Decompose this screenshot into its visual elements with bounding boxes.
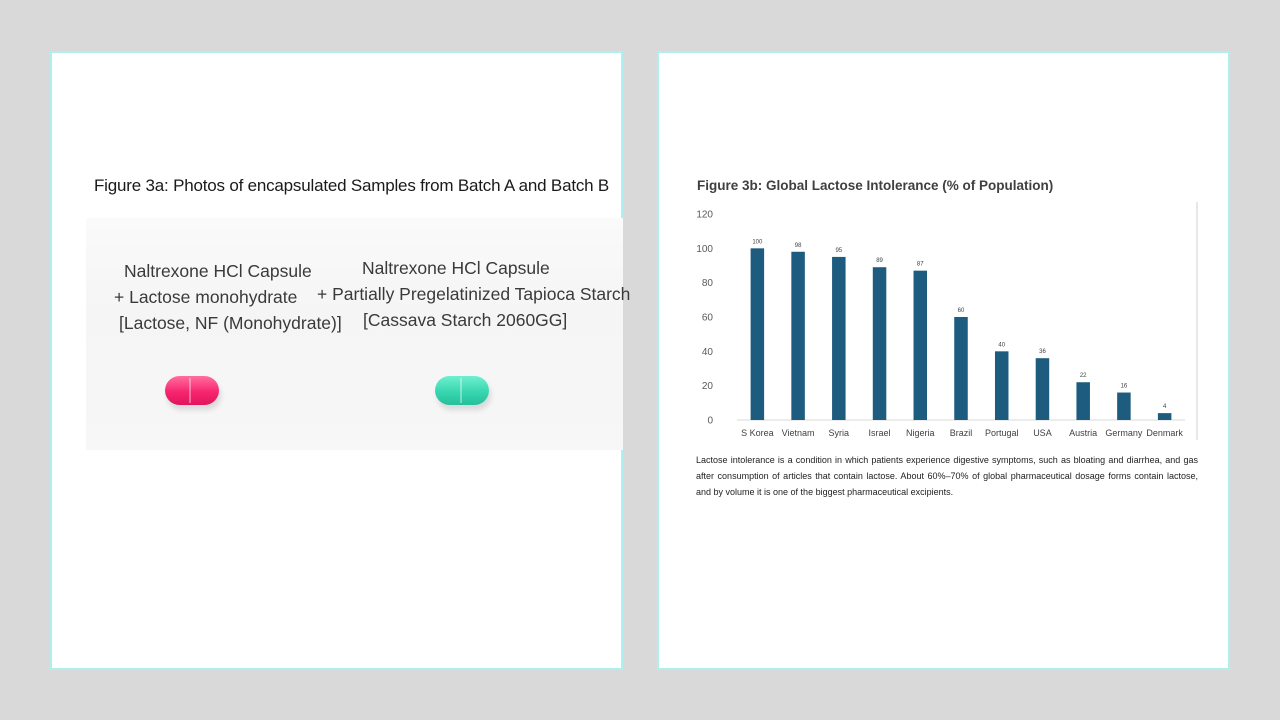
x-tick-label: Denmark (1146, 428, 1183, 438)
bar (1076, 382, 1090, 420)
x-tick-label: Israel (868, 428, 891, 438)
data-label: 22 (1079, 373, 1087, 380)
sample-a-line1: Naltrexone HCl Capsule (124, 261, 312, 281)
bar (914, 271, 928, 420)
sample-a-line2: + Lactose monohydrate (114, 287, 298, 307)
y-tick-label: 60 (701, 312, 713, 324)
data-label: 89 (876, 258, 883, 265)
data-label: 87 (916, 261, 924, 268)
x-tick-label: USA (1033, 428, 1052, 438)
data-label: 98 (794, 242, 802, 249)
bar (832, 257, 846, 420)
data-label: 40 (998, 342, 1006, 349)
lactose-intolerance-bar-chart (689, 198, 1204, 448)
x-tick-label: Austria (1069, 428, 1098, 438)
x-tick-label: Germany (1105, 428, 1143, 438)
figure-3a-title: Figure 3a: Photos of encapsulated Samples from Batch A and Batch B (94, 176, 610, 195)
x-tick-label: Portugal (984, 428, 1019, 438)
figure-3b-panel (657, 51, 1230, 670)
data-label: 95 (835, 247, 843, 254)
figure-3a-panel (50, 51, 631, 670)
y-tick-label: 100 (696, 243, 713, 255)
bar (995, 351, 1009, 420)
x-tick-label: Vietnam (781, 428, 815, 438)
data-label: 60 (957, 308, 965, 314)
bar (1117, 393, 1131, 420)
capsule-photo (86, 218, 631, 450)
data-label: 16 (1120, 383, 1128, 390)
data-label: 100 (752, 239, 763, 246)
x-tick-label: S Korea (741, 428, 774, 438)
x-tick-label: Syria (828, 428, 850, 438)
x-tick-label: Nigeria (906, 428, 935, 438)
bar (954, 317, 968, 420)
pink-capsule (165, 376, 219, 405)
figure-3b-description: Lactose intolerance is a condition in which patients experience digestive symptoms, such as bloating and diarrhea, and gas after consumption of articles that contain lactose. About 60%–70% of global pharmaceutical dosage forms contain lactose, and by volume it is one of the biggest pharmaceutical excipients. (696, 455, 1198, 497)
sample-b-line1: Naltrexone HCl Capsule (362, 258, 550, 278)
sample-b-caption (317, 255, 630, 333)
data-label: 4 (1162, 404, 1167, 411)
y-tick-label: 120 (696, 209, 713, 221)
teal-capsule (435, 376, 489, 405)
data-label: 36 (1039, 349, 1046, 356)
y-tick-label: 20 (701, 381, 713, 393)
x-tick-label: Brazil (949, 428, 973, 438)
y-tick-label: 80 (701, 278, 713, 290)
bar (873, 267, 887, 420)
bar (1158, 413, 1172, 420)
sample-b-line3: [Cassava Starch 2060GG] (363, 310, 568, 330)
sample-a-line3: [Lactose, NF (Monohydrate)] (119, 313, 342, 333)
figure-3b-title: Figure 3b: Global Lactose Intolerance (% of Population) (697, 178, 1054, 193)
y-tick-label: 0 (707, 415, 713, 427)
bar (1036, 358, 1050, 420)
bar (791, 252, 805, 420)
sample-a-caption (114, 258, 342, 336)
bar (751, 248, 765, 420)
y-tick-label: 40 (701, 346, 713, 358)
sample-b-line2: + Partially Pregelatinized Tapioca Starch (317, 284, 631, 304)
